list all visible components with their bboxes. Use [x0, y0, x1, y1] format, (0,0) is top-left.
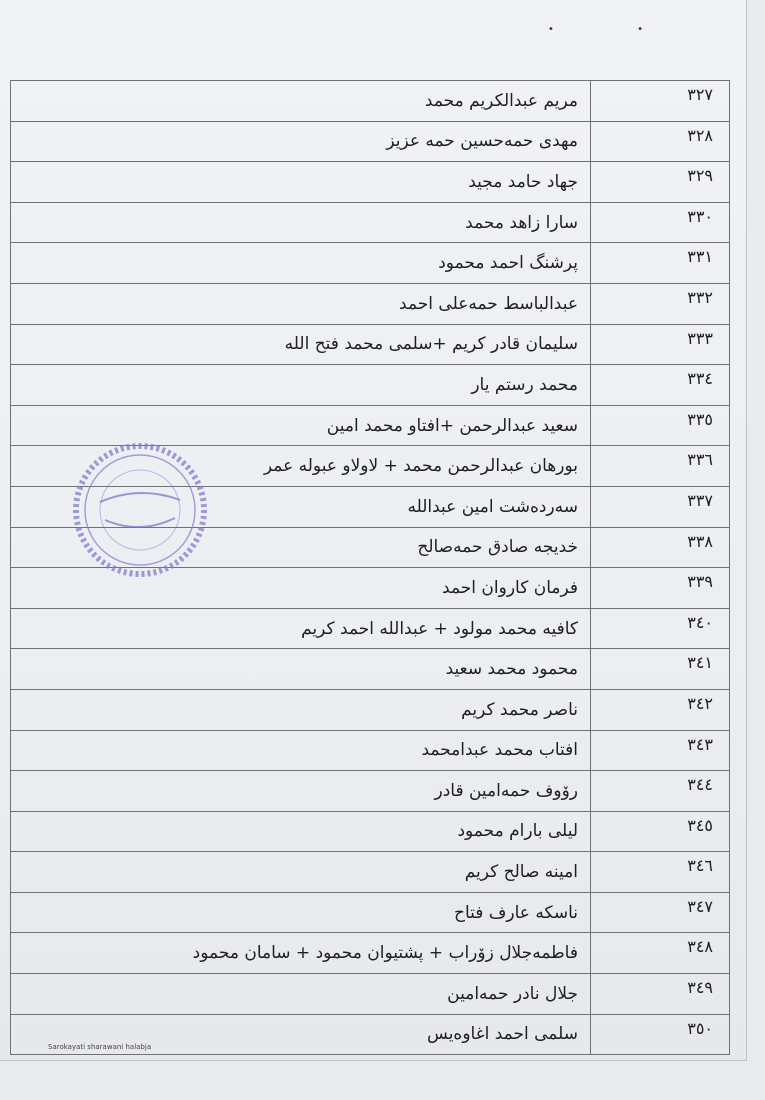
- row-name: سارا زاهد محمد: [11, 202, 591, 243]
- row-name: ليلی بارام محمود: [11, 811, 591, 852]
- table-row: [11, 811, 730, 852]
- table-row: [11, 689, 730, 730]
- row-number: ٣٤٧: [591, 892, 730, 933]
- row-number: ٣٥٠: [591, 1014, 730, 1055]
- table-row: [11, 852, 730, 893]
- row-name: جهاد حامد مجيد: [11, 162, 591, 203]
- row-name: مهدی حمەحسين حمه عزيز: [11, 121, 591, 162]
- row-number: ٣٤٦: [591, 852, 730, 893]
- row-number: ٣٢٧: [591, 81, 730, 122]
- row-name: فرمان كاروان احمد: [11, 568, 591, 609]
- table-row: [11, 283, 730, 324]
- row-name: عبدالباسط حمەعلی احمد: [11, 283, 591, 324]
- row-name: مريم عبدالكريم محمد: [11, 81, 591, 122]
- footer-text: Sarokayati sharawani halabja: [48, 1043, 152, 1051]
- table-row: [11, 121, 730, 162]
- table-row: [11, 974, 730, 1015]
- row-number: ٣٤٣: [591, 730, 730, 771]
- row-name: افتاب محمد عبدامحمد: [11, 730, 591, 771]
- row-number: ٣٣٤: [591, 365, 730, 406]
- scan-marks: • •: [548, 24, 683, 35]
- row-number: ٣٤٠: [591, 608, 730, 649]
- row-number: ٣٤٢: [591, 689, 730, 730]
- row-number: ٣٤٩: [591, 974, 730, 1015]
- table-row: [11, 730, 730, 771]
- row-name: سعيد عبدالرحمن +افتاو محمد امين: [11, 405, 591, 446]
- row-name: بورهان عبدالرحمن محمد + لاولاو عبوله عمر: [11, 446, 591, 487]
- row-name: كافيه محمد مولود + عبدالله احمد كريم: [11, 608, 591, 649]
- official-stamp: [70, 440, 210, 580]
- row-number: ٣٤١: [591, 649, 730, 690]
- table-row: [11, 162, 730, 203]
- table-row: [11, 608, 730, 649]
- table-row: [11, 202, 730, 243]
- row-number: ٣٤٨: [591, 933, 730, 974]
- row-name: ناصر محمد كريم: [11, 689, 591, 730]
- row-number: ٣٢٨: [591, 121, 730, 162]
- table-row: [11, 771, 730, 812]
- table-row: [11, 649, 730, 690]
- row-number: ٣٣٢: [591, 283, 730, 324]
- row-number: ٣٣٥: [591, 405, 730, 446]
- row-name: محمد رستم يار: [11, 365, 591, 406]
- row-number: ٣٣٩: [591, 568, 730, 609]
- row-number: ٣٣٨: [591, 527, 730, 568]
- row-name: سەردەشت امين عبدالله: [11, 486, 591, 527]
- row-number: ٣٤٤: [591, 771, 730, 812]
- row-number: ٣٢٩: [591, 162, 730, 203]
- row-name: سليمان قادر كريم +سلمی محمد فتح الله: [11, 324, 591, 365]
- table-row: [11, 933, 730, 974]
- row-number: ٣٣١: [591, 243, 730, 284]
- row-name: فاطمەجلال زۆراب + پشتيوان محمود + سامان محمود: [11, 933, 591, 974]
- row-number: ٣٣٦: [591, 446, 730, 487]
- row-name: سلمی احمد اغاوەيس: [11, 1014, 591, 1055]
- row-name: رۆوف حمەامين قادر: [11, 771, 591, 812]
- row-name: محمود محمد سعيد: [11, 649, 591, 690]
- row-number: ٣٣٧: [591, 486, 730, 527]
- row-number: ٣٣٠: [591, 202, 730, 243]
- table-row: [11, 892, 730, 933]
- table-row: [11, 243, 730, 284]
- row-name: خديجه صادق حمەصالح: [11, 527, 591, 568]
- table-row: [11, 324, 730, 365]
- row-number: ٣٤٥: [591, 811, 730, 852]
- row-name: امينه صالح كريم: [11, 852, 591, 893]
- row-name: پرشنگ احمد محمود: [11, 243, 591, 284]
- row-name: جلال نادر حمەامين: [11, 974, 591, 1015]
- table-row: [11, 365, 730, 406]
- row-name: ناسكه عارف فتاح: [11, 892, 591, 933]
- table-row: [11, 81, 730, 122]
- row-number: ٣٣٣: [591, 324, 730, 365]
